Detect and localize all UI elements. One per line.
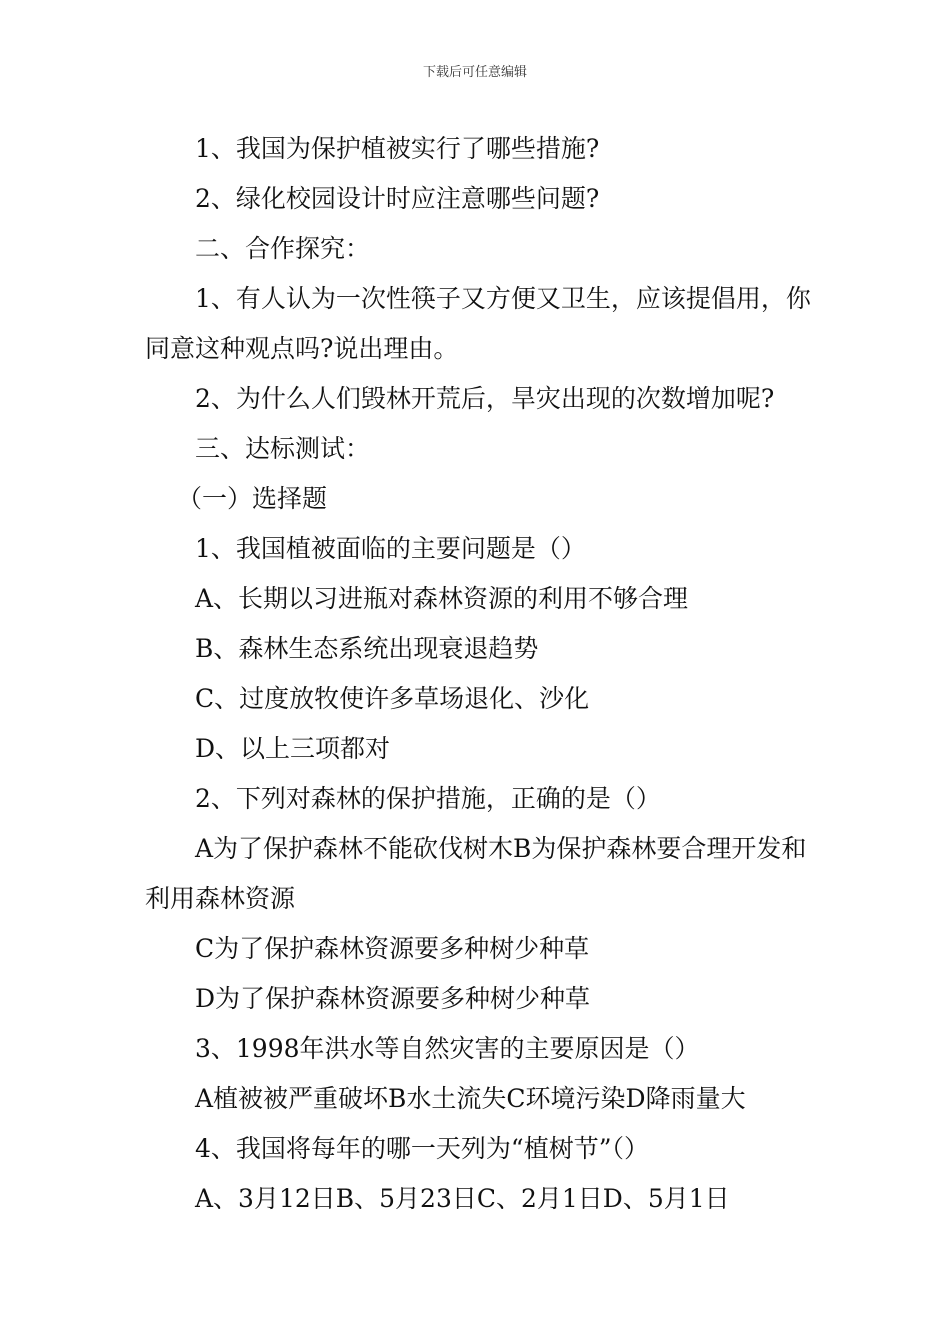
page-header: 下载后可任意编辑 — [422, 65, 527, 80]
mc-question-3-options: A植被被严重破坏B水土流失C环境污染D降雨量大 — [195, 1084, 746, 1113]
mc-question-2: 2、下列对森林的保护措施，正确的是（） — [195, 784, 661, 813]
mc-question-1-option-d: D、以上三项都对 — [195, 734, 391, 763]
mc-question-1-option-a: A、长期以习进瓶对森林资源的利用不够合理 — [195, 584, 689, 613]
section-cooperative-inquiry: 二、合作探究： — [195, 234, 371, 263]
question-campus-greening: 2、绿化校园设计时应注意哪些问题? — [195, 184, 600, 213]
mc-question-1: 1、我国植被面临的主要问题是（） — [195, 534, 586, 563]
mc-question-4: 4、我国将每年的哪一天列为“植树节”（） — [195, 1134, 649, 1163]
section-assessment: 三、达标测试： — [195, 434, 371, 463]
subsection-multiple-choice: （一）选择题 — [177, 484, 328, 513]
mc-question-2-option-c: C为了保护森林资源要多种树少种草 — [195, 934, 590, 963]
mc-question-3: 3、1998年洪水等自然灾害的主要原因是（） — [195, 1034, 700, 1063]
mc-question-1-option-c: C、过度放牧使许多草场退化、沙化 — [195, 684, 590, 713]
question-drought-frequency: 2、为什么人们毁林开荒后，旱灾出现的次数增加呢? — [195, 384, 775, 413]
question-protect-vegetation: 1、我国为保护植被实行了哪些措施? — [195, 134, 600, 163]
mc-question-4-options: A、3月12日B、5月23日C、2月1日D、5月1日 — [195, 1184, 730, 1213]
question-disposable-chopsticks: 1、有人认为一次性筷子又方便又卫生，应该提倡用，你同意这种观点吗?说出理由。 — [145, 284, 811, 363]
document-body — [145, 124, 817, 1224]
mc-question-2-option-d: D为了保护森林资源要多种树少种草 — [195, 984, 591, 1013]
mc-question-1-option-b: B、森林生态系统出现衰退趋势 — [195, 634, 539, 663]
mc-question-2-options-ab: A为了保护森林不能砍伐树木B为保护森林要合理开发和利用森林资源 — [145, 834, 807, 913]
